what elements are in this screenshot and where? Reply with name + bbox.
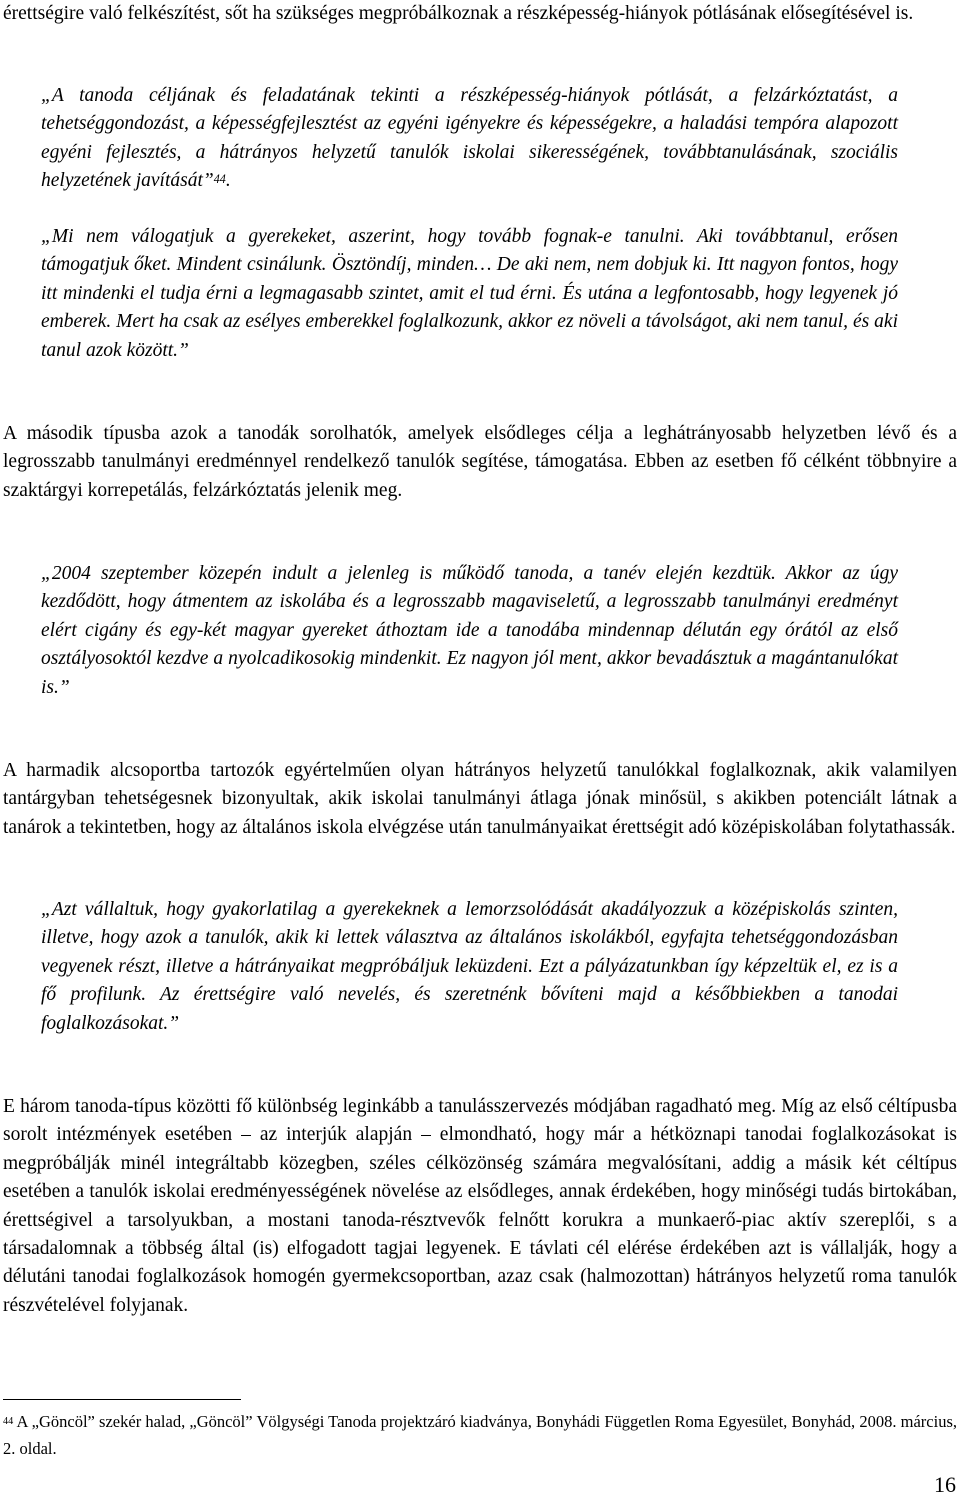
quote-paragraph: [41, 223, 898, 365]
footnote-separator: [3, 1399, 241, 1400]
paragraph-text: A harmadik alcsoportba tartozók egyértelműen olyan hátrányos helyzetű tanulókkal foglalkoznak, akik valamilyen tantárgyban tehetségesnek bizonyultak, akik iskolai tanulmányi átlaga jónak minősül, s akikben potenciált látnak a tanárok a tekintetben, hogy az általános iskola elvégzése után tanulmányaikat érettségit adó középiskolában folytathassák.: [3, 760, 957, 838]
footnote-reference: 44: [213, 171, 226, 186]
quote-paragraph: [41, 82, 898, 196]
quote-text: „Azt vállaltuk, hogy gyakorlatilag a gyerekeknek a lemorzsolódását akadályozzuk a középiskolás szinten, illetve, hogy azok a tanulók, akik ki lettek választva az általános iskolákból, egyfajta tehetséggondozásban vegyenek részt, illetve a hátrányaikat megpróbáljuk leküzdeni. Ezt a pályázatunkban így képzeltük el, ez is a fő profilunk. Az érettségire való nevelés, és szeretnénk bővíteni majd a későbbiekben a tanodai foglalkozásokat.”: [41, 899, 898, 1034]
body-paragraph: [3, 420, 957, 505]
quote-paragraph: [41, 560, 898, 702]
quote-tail: .: [225, 170, 231, 192]
body-paragraph: [3, 1093, 957, 1320]
paragraph-text: érettségire való felkészítést, sőt ha szükséges megpróbálkoznak a részképesség-hiányok pótlásának elősegítésével is.: [3, 3, 914, 24]
footnote-number: 44: [3, 1415, 14, 1427]
paragraph-text: E három tanoda-típus közötti fő különbség leginkább a tanulásszervezés módjában ragadható meg. Míg az első céltípusba sorolt intézmények esetében – az interjúk alapján – elmondható, hogy már a hétköznapi tanodai foglalkozásokat is megpróbálják minél integráltabb közegben, széles célközönség számára megvalósítani, addig a másik két céltípus esetében a tanulók iskolai eredményességének növelése az elsődleges, annak érdekében, hogy minőségi tudás birtokában, érettségivel a tarsolyukban, a mostani tanoda-résztvevők felnőtt korukra a munkaerő-piac aktív szereplői, s a társadalomnak a többség által (is) elfogadott tagjai legyenek. E távlati cél elérése érdekében azt is vállalják, hogy a délutáni tanodai foglalkozások homogén gyermekcsoportban, azaz csak (halmozottan) hátrányos helyzetű roma tanulók részvételével folyjanak.: [3, 1096, 957, 1316]
body-paragraph: [3, 757, 957, 842]
footnote-text: A „Göncöl” szekér halad, „Göncöl” Völgységi Tanoda projektzáró kiadványa, Bonyhádi Független Roma Egyesület, Bonyhád, 2008. március, 2. oldal.: [3, 1412, 958, 1458]
paragraph-text: A második típusba azok a tanodák sorolhatók, amelyek elsődleges célja a leghátrányosabb helyzetben lévő és a legrosszabb tanulmányi eredménnyel rendelkező tanulók segítése, támogatása. Ebben az esetben fő célként többnyire a szaktárgyi korrepetálás, felzárkóztatás jelenik meg.: [3, 423, 957, 501]
page-number: 16: [934, 1472, 956, 1497]
quote-text: „Mi nem válogatjuk a gyerekeket, aszerint, hogy tovább fognak-e tanulni. Aki továbbtanul, erősen támogatjuk őket. Mindent csinálunk. Ösztöndíj, minden… De aki nem, nem dobjuk ki. Itt nagyon fontos, hogy itt mindenki el tudja érni a legmagasabb szintet, amit el tud érni. És utána a legfontosabb, hogy legyenek jó emberek. Mert ha csak az esélyes emberekkel foglalkozunk, akkor ez növeli a távolságot, aki nem tanul, és aki tanul azok között.”: [41, 226, 898, 361]
body-paragraph: [3, 0, 957, 28]
footnote: [3, 1408, 957, 1462]
quote-paragraph: [41, 896, 898, 1038]
quote-text: „2004 szeptember közepén indult a jelenleg is működő tanoda, a tanév elején kezdtük. Akkor az úgy kezdődött, hogy átmentem az iskolába és a legrosszabb magaviseletű, a legrosszabb tanulmányi eredményt elért cigány és egy-két magyar gyereket áthoztam ide a tanodába mindennap délután egy órától az első osztályosoktól kezdve a nyolcadikosokig mindenkit. Ez nagyon jól ment, akkor bevadásztuk a magántanulókat is.”: [41, 563, 898, 698]
quote-text: „A tanoda céljának és feladatának tekinti a részképesség-hiányok pótlását, a felzárkóztatást, a tehetséggondozást, a képességfejlesztést az egyéni igényekre és képességekre, a haladási tempóra alapozott egyéni fejlesztés, a hátrányos helyzetű tanulók iskolai sikerességének, továbbtanulásának, szociális helyzetének javítását”: [41, 85, 898, 192]
